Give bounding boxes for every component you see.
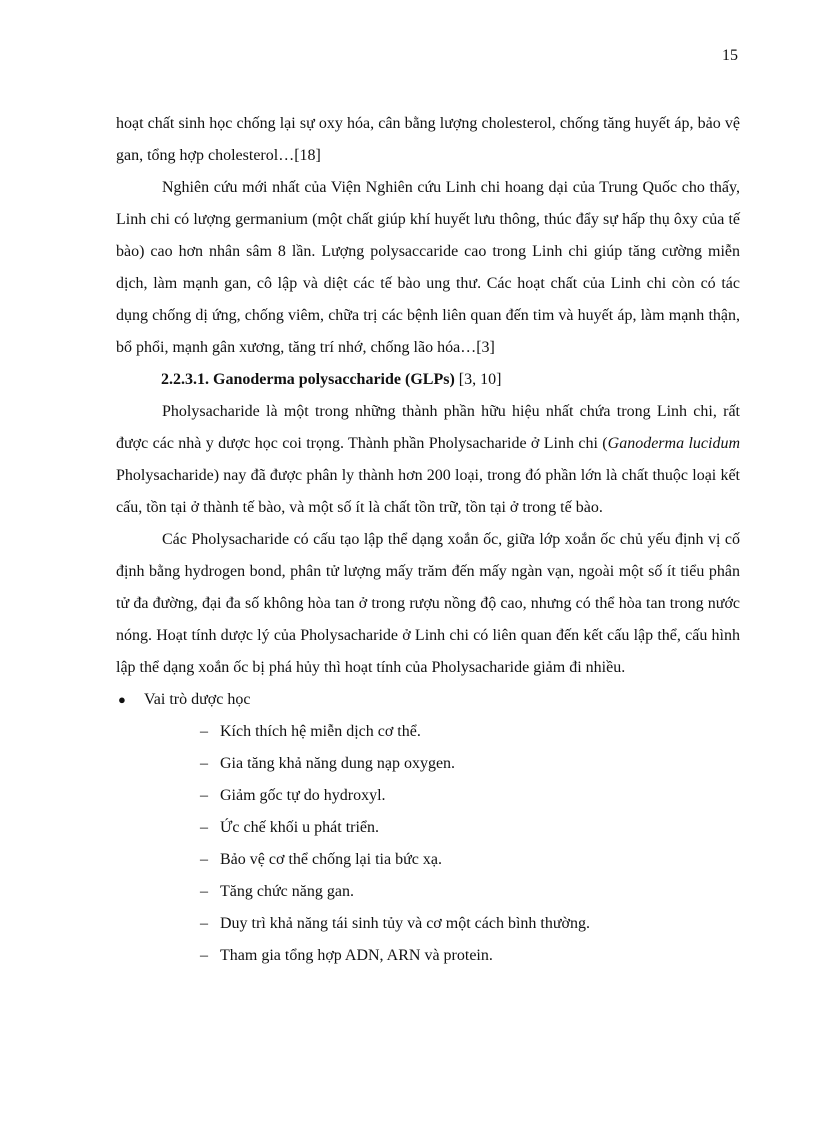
dash-icon: – [200, 915, 208, 932]
list-item [116, 876, 740, 908]
list-item-text: Giảm gốc tự do hydroxyl. [220, 787, 386, 804]
paragraph-structure: Các Pholysacharide có cấu tạo lập thể dạng xoắn ốc, giữa lớp xoắn ốc chủ yếu định vị cố định bằng hydrogen bond, phân tử lượng mấy trăm đến mấy ngàn vạn, ngoài một số ít tiểu phân tử đa đường, đại đa số không hòa tan ở trong rượu nồng độ cao, nhưng có thể hòa tan trong nước nóng. Hoạt tính dược lý của Pholysacharide ở Linh chi có liên quan đến kết cấu lập thể, cấu hình lập thể dạng xoắn ốc bị phá hủy thì hoạt tính của Pholysacharide giảm đi nhiều. [116, 531, 740, 676]
dash-icon: – [200, 947, 208, 964]
list-item [116, 940, 740, 972]
paragraph-polysaccharide-intro [116, 396, 740, 524]
list-item-text: Bảo vệ cơ thể chống lại tia bức xạ. [220, 851, 442, 868]
page-number: 15 [722, 47, 738, 64]
dash-icon: – [200, 819, 208, 836]
list-item [116, 908, 740, 940]
paragraph-polysaccharide-intro-text: Pholysacharide là một trong những thành phần hữu hiệu nhất chứa trong Linh chi, rất được các nhà y dược học coi trọng. Thành phần Pholysacharide ở Linh chi ( [116, 403, 740, 452]
section-heading-reference: [3, 10] [454, 371, 502, 388]
dash-icon: – [200, 787, 208, 804]
bullet-heading [116, 684, 740, 716]
bullet-icon: ● [118, 692, 126, 707]
list-item-text: Duy trì khả năng tái sinh tủy và cơ một cách bình thường. [220, 915, 590, 932]
dash-icon: – [200, 755, 208, 772]
list-item-text: Ức chế khối u phát triển. [220, 819, 380, 836]
paragraph-intro-continued: hoạt chất sinh học chống lại sự oxy hóa, cân bằng lượng cholesterol, chống tăng huyết áp, bảo vệ gan, tổng hợp cholesterol…[18] [116, 115, 740, 164]
list-item [116, 844, 740, 876]
list-item-text: Tham gia tổng hợp ADN, ARN và protein. [220, 947, 493, 964]
document-body [116, 108, 740, 972]
paragraph-research: Nghiên cứu mới nhất của Viện Nghiên cứu Linh chi hoang dại của Trung Quốc cho thấy, Linh chi có lượng germanium (một chất giúp khí huyết lưu thông, thúc đẩy sự hấp thụ ôxy của tế bào) cao hơn nhân sâm 8 lần. Lượng polysaccaride cao trong Linh chi giúp tăng cường miễn dịch, làm mạnh gan, cô lập và diệt các tế bào ung thư. Các hoạt chất của Linh chi còn có tác dụng chống dị ứng, chống viêm, chữa trị các bệnh liên quan đến tim và huyết áp, làm mạnh thận, bổ phổi, mạnh gân xương, tăng trí nhớ, chống lão hóa…[3] [116, 179, 740, 356]
list-item [116, 748, 740, 780]
paragraph-polysaccharide-intro-tail: Pholysacharide) nay đã được phân ly thành hơn 200 loại, trong đó phần lớn là chất thuộc loại kết cấu, tồn tại ở thành tế bào, và một số ít là chất tồn trữ, tồn tại ở trong tế bào. [116, 467, 740, 516]
section-heading-title: 2.2.3.1. Ganoderma polysaccharide (GLPs) [161, 371, 455, 388]
dash-icon: – [200, 723, 208, 740]
dash-icon: – [200, 883, 208, 900]
dash-icon: – [200, 851, 208, 868]
bullet-label: Vai trò dược học [144, 691, 251, 708]
species-name-italic: Ganoderma lucidum [607, 435, 741, 452]
list-item [116, 716, 740, 748]
list-item-text: Tăng chức năng gan. [220, 883, 354, 900]
list-item-text: Kích thích hệ miễn dịch cơ thể. [220, 723, 421, 740]
roles-list [116, 716, 740, 972]
list-item [116, 780, 740, 812]
section-heading [116, 364, 740, 396]
pharmacology-section [116, 684, 740, 972]
list-item-text: Gia tăng khả năng dung nạp oxygen. [220, 755, 456, 772]
list-item [116, 812, 740, 844]
